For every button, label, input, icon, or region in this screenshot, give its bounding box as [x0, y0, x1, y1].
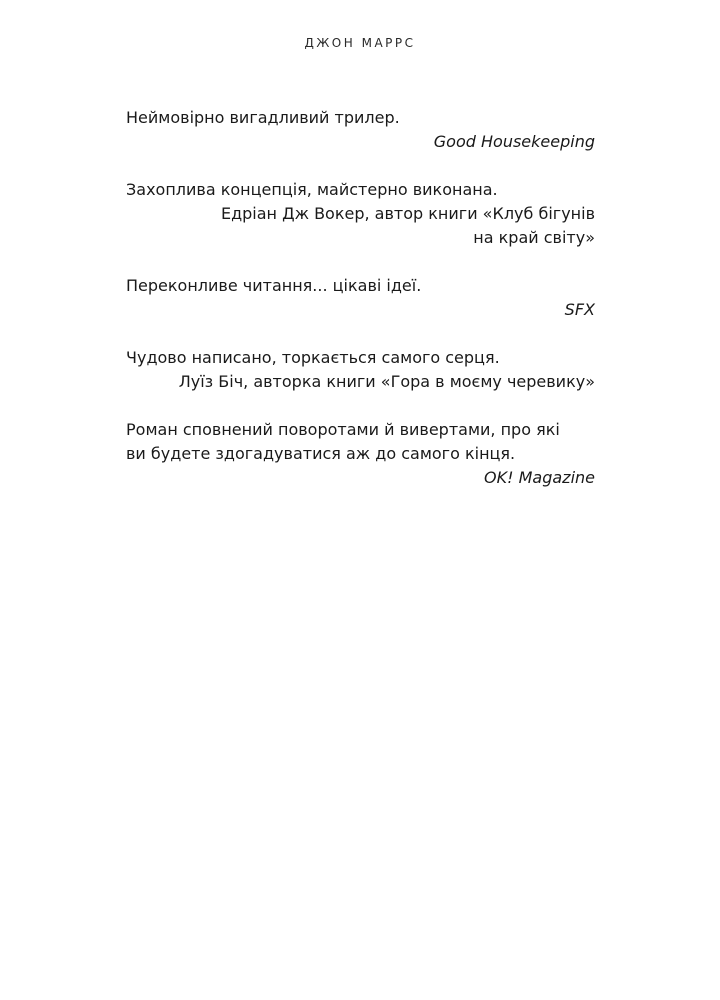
review-source: Луїз Біч, авторка книги «Гора в моєму черевику» — [178, 372, 595, 391]
review-item — [126, 178, 595, 250]
review-source: OK! Magazine — [484, 468, 595, 487]
review-quote: Переконливе читання... цікаві ідеї. — [126, 276, 422, 295]
review-source-continued: на край світу» — [473, 228, 595, 247]
review-item — [126, 106, 595, 154]
review-source: Едріан Дж Вокер, автор книги «Клуб бігунів — [220, 204, 595, 223]
review-quote: Захоплива концепція, майстерно виконана. — [126, 180, 498, 199]
review-source: SFX — [564, 300, 595, 319]
review-quote: Роман сповнений поворотами й вивертами, про які — [126, 420, 560, 439]
reviews-list — [126, 106, 595, 514]
review-quote: Чудово написано, торкається самого серця. — [126, 348, 500, 367]
review-quote: Неймовірно вигадливий трилер. — [126, 108, 400, 127]
running-header-author: ДЖОН МАРРС — [304, 36, 416, 50]
review-item — [126, 274, 595, 322]
review-source: Good Housekeeping — [433, 132, 595, 151]
review-item — [126, 418, 595, 490]
review-quote-continued: ви будете здогадуватися аж до самого кінця. — [126, 444, 516, 463]
review-item — [126, 346, 595, 394]
